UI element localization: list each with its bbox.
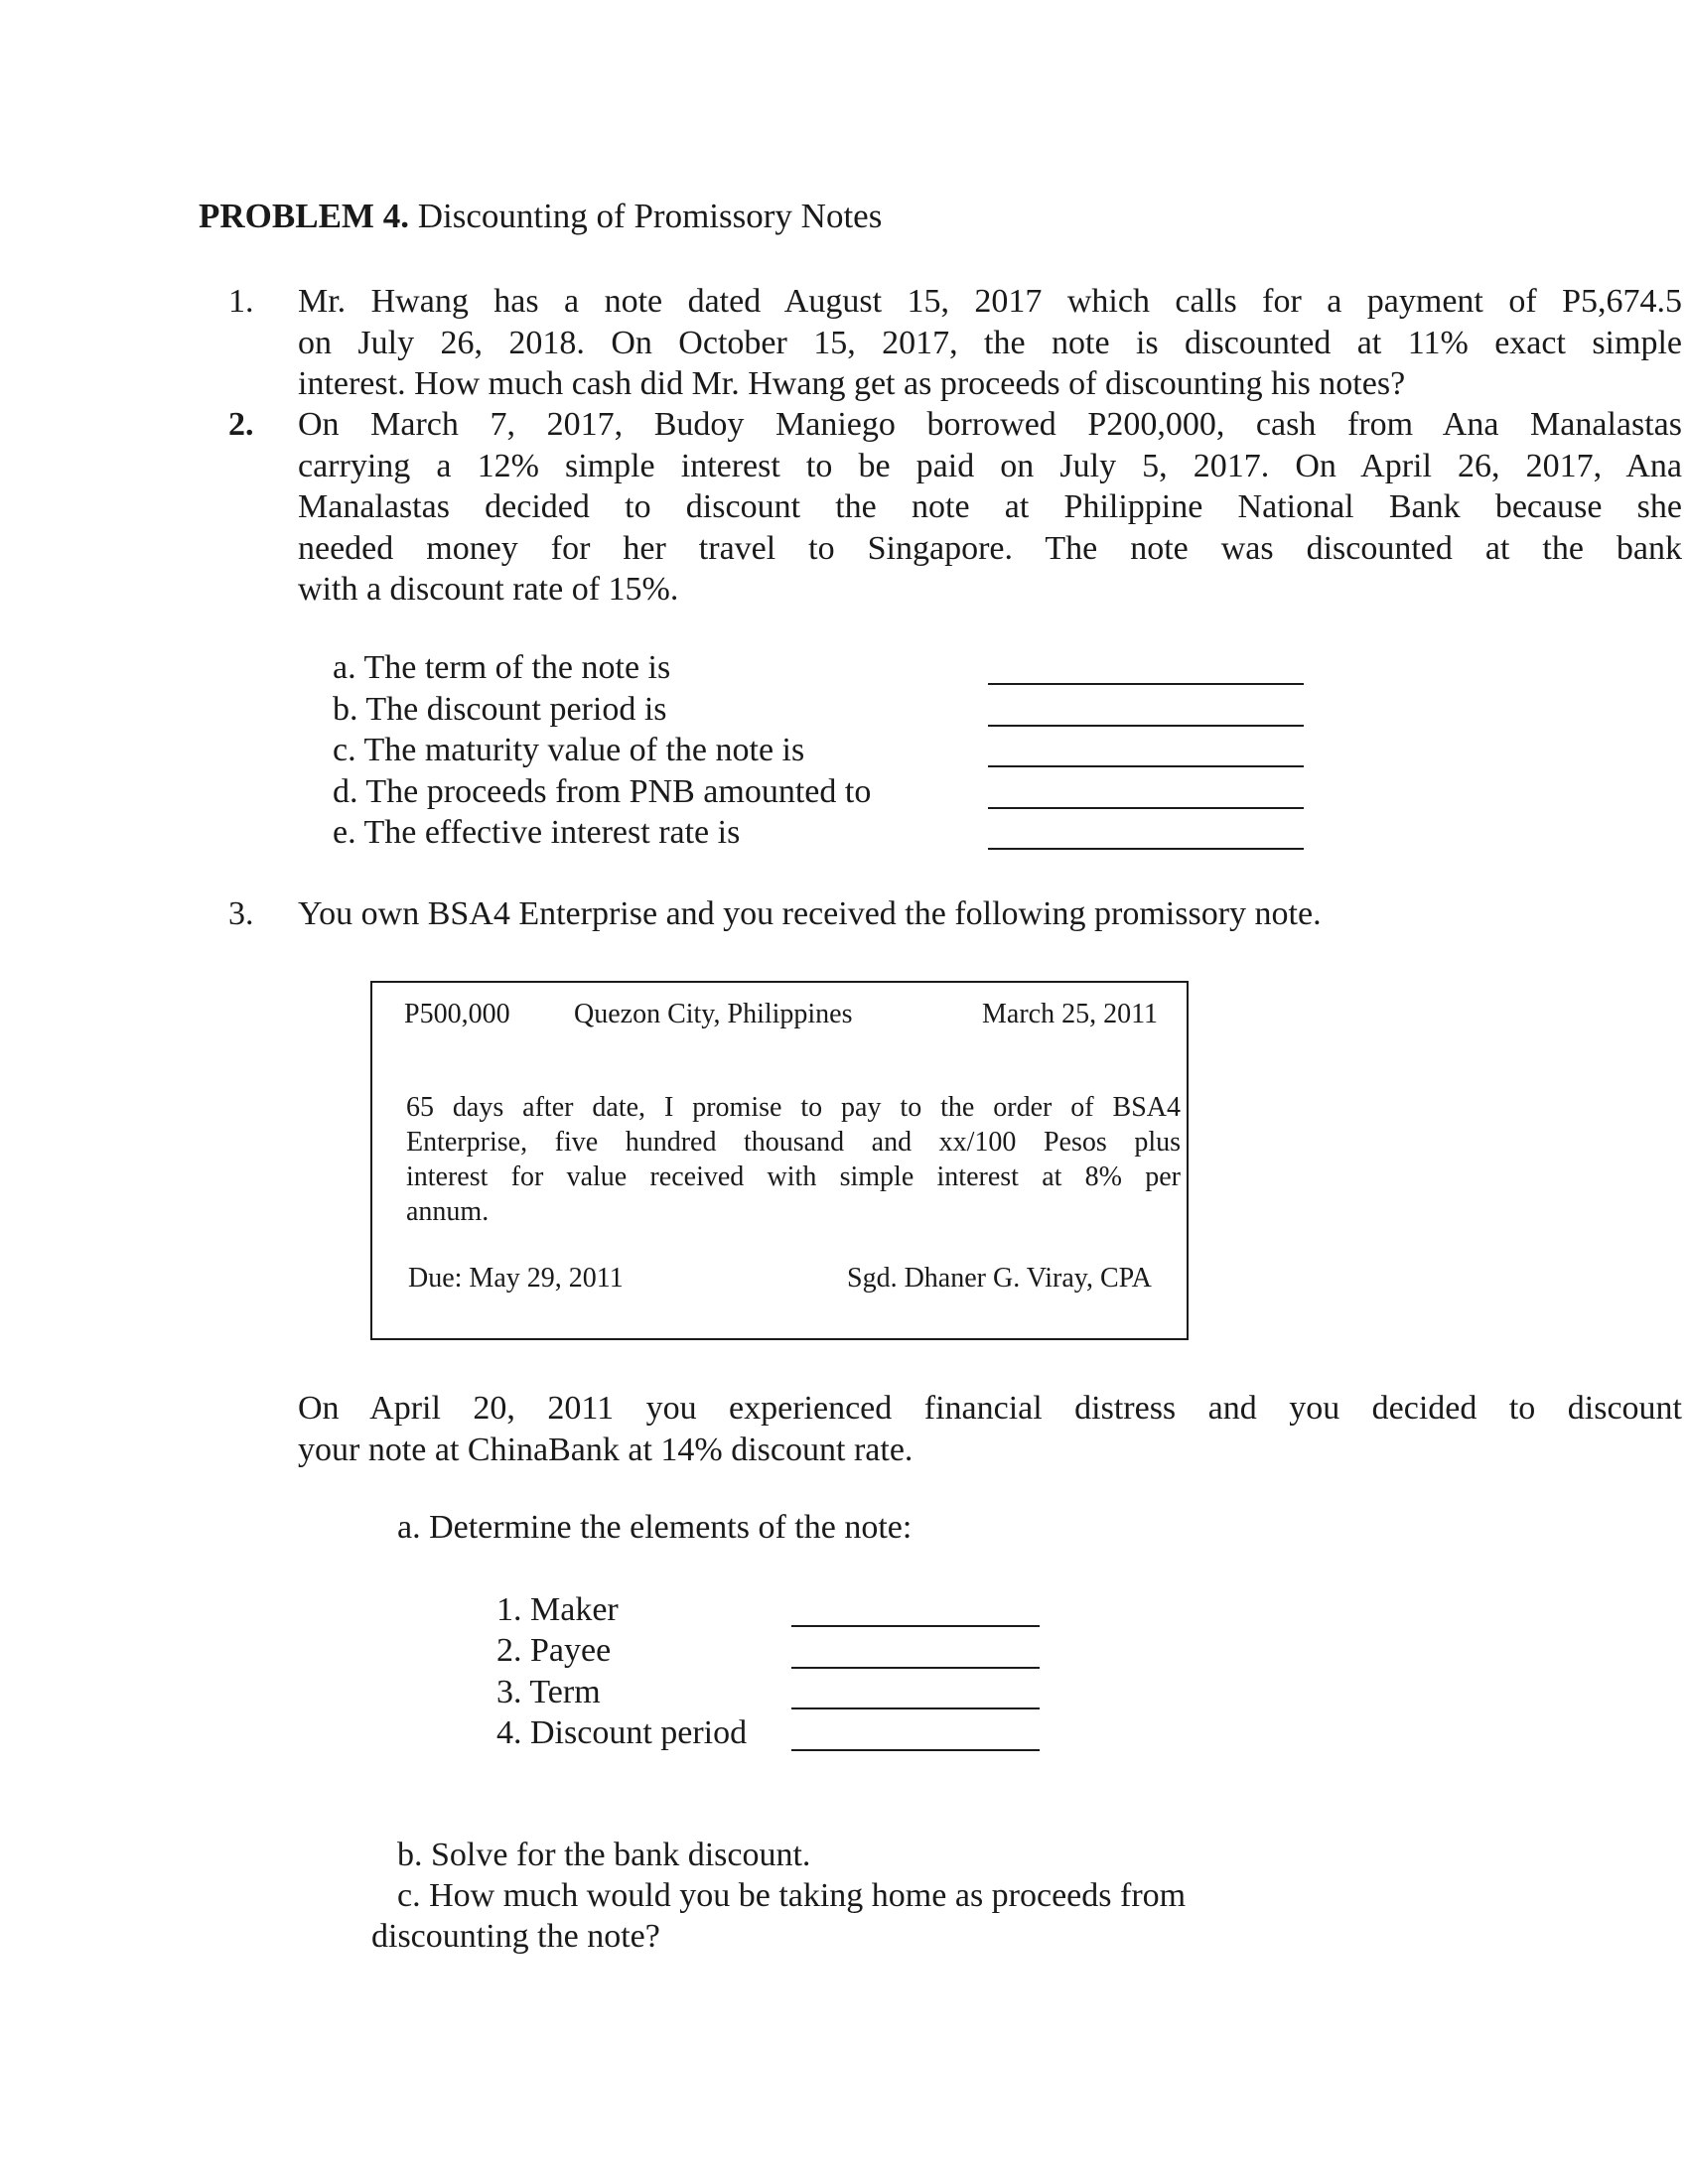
part-c-line1: c. How much would you be taking home as proceeds from	[397, 1877, 1187, 1914]
item2-line: Manalastas decided to discount the note at Philippine National Bank because she	[298, 488, 1682, 525]
problem-title: Discounting of Promissory Notes	[417, 197, 883, 235]
answer-blank-a[interactable]	[988, 683, 1304, 685]
question-b: b. The discount period is	[333, 691, 667, 728]
answer-blank-e[interactable]	[988, 848, 1304, 850]
note-body-line: Enterprise, five hundred thousand and xx/100 Pesos plus	[406, 1127, 1181, 1158]
question-a: a. The term of the note is	[333, 649, 671, 686]
item1-line: on July 26, 2018. On October 15, 2017, the note is discounted at 11% exact simple	[298, 324, 1682, 361]
problem-heading	[199, 197, 882, 236]
item2-line: On March 7, 2017, Budoy Maniego borrowed P200,000, cash from Ana Manalastas	[298, 406, 1682, 443]
note-place: Quezon City, Philippines	[574, 999, 853, 1029]
scenario-line: On April 20, 2011 you experienced financial distress and you decided to discount	[298, 1390, 1682, 1427]
item-number: 2.	[228, 406, 254, 443]
item-number-3: 3.	[228, 895, 254, 932]
note-body-line: 65 days after date, I promise to pay to the order of BSA4	[406, 1092, 1181, 1123]
question-d: d. The proceeds from PNB amounted to	[333, 773, 872, 810]
element-maker: 1. Maker	[496, 1591, 619, 1628]
discount-period-blank[interactable]	[791, 1749, 1040, 1751]
item1-line: interest. How much cash did Mr. Hwang get as proceeds of discounting his notes?	[298, 365, 1406, 402]
note-body-line: annum.	[406, 1196, 490, 1227]
answer-blank-d[interactable]	[988, 807, 1304, 809]
note-body	[406, 1090, 1181, 1229]
scenario-line: your note at ChinaBank at 14% discount rate.	[298, 1431, 914, 1468]
note-due-date: Due: May 29, 2011	[408, 1263, 624, 1294]
maker-blank[interactable]	[791, 1625, 1040, 1627]
term-blank[interactable]	[791, 1707, 1040, 1709]
promissory-note	[370, 981, 1189, 1340]
item2-line: with a discount rate of 15%.	[298, 571, 679, 608]
item2-line: carrying a 12% simple interest to be paid on July 5, 2017. On April 26, 2017, Ana	[298, 447, 1682, 484]
item2-line: needed money for her travel to Singapore. The note was discounted at the bank	[298, 529, 1682, 567]
payee-blank[interactable]	[791, 1667, 1040, 1669]
element-term: 3. Term	[496, 1674, 601, 1710]
part-b: b. Solve for the bank discount.	[397, 1837, 811, 1873]
answer-blank-b[interactable]	[988, 725, 1304, 727]
item-number: 1.	[228, 283, 254, 320]
answer-blank-c[interactable]	[988, 765, 1304, 767]
part-a-heading: a. Determine the elements of the note:	[397, 1509, 913, 1546]
part-c-line2: discounting the note?	[371, 1918, 660, 1955]
note-amount: P500,000	[404, 999, 510, 1029]
problem-label: PROBLEM 4.	[199, 197, 409, 235]
note-signature: Sgd. Dhaner G. Viray, CPA	[847, 1263, 1152, 1294]
note-date: March 25, 2011	[982, 999, 1159, 1029]
note-body-line: interest for value received with simple interest at 8% per	[406, 1161, 1181, 1192]
item3-intro: You own BSA4 Enterprise and you received the following promissory note.	[298, 895, 1322, 932]
element-discount-period: 4. Discount period	[496, 1714, 748, 1751]
element-payee: 2. Payee	[496, 1632, 612, 1669]
question-c: c. The maturity value of the note is	[333, 732, 805, 768]
question-e: e. The effective interest rate is	[333, 814, 741, 851]
item1-line: Mr. Hwang has a note dated August 15, 2017 which calls for a payment of P5,674.5	[298, 283, 1682, 320]
